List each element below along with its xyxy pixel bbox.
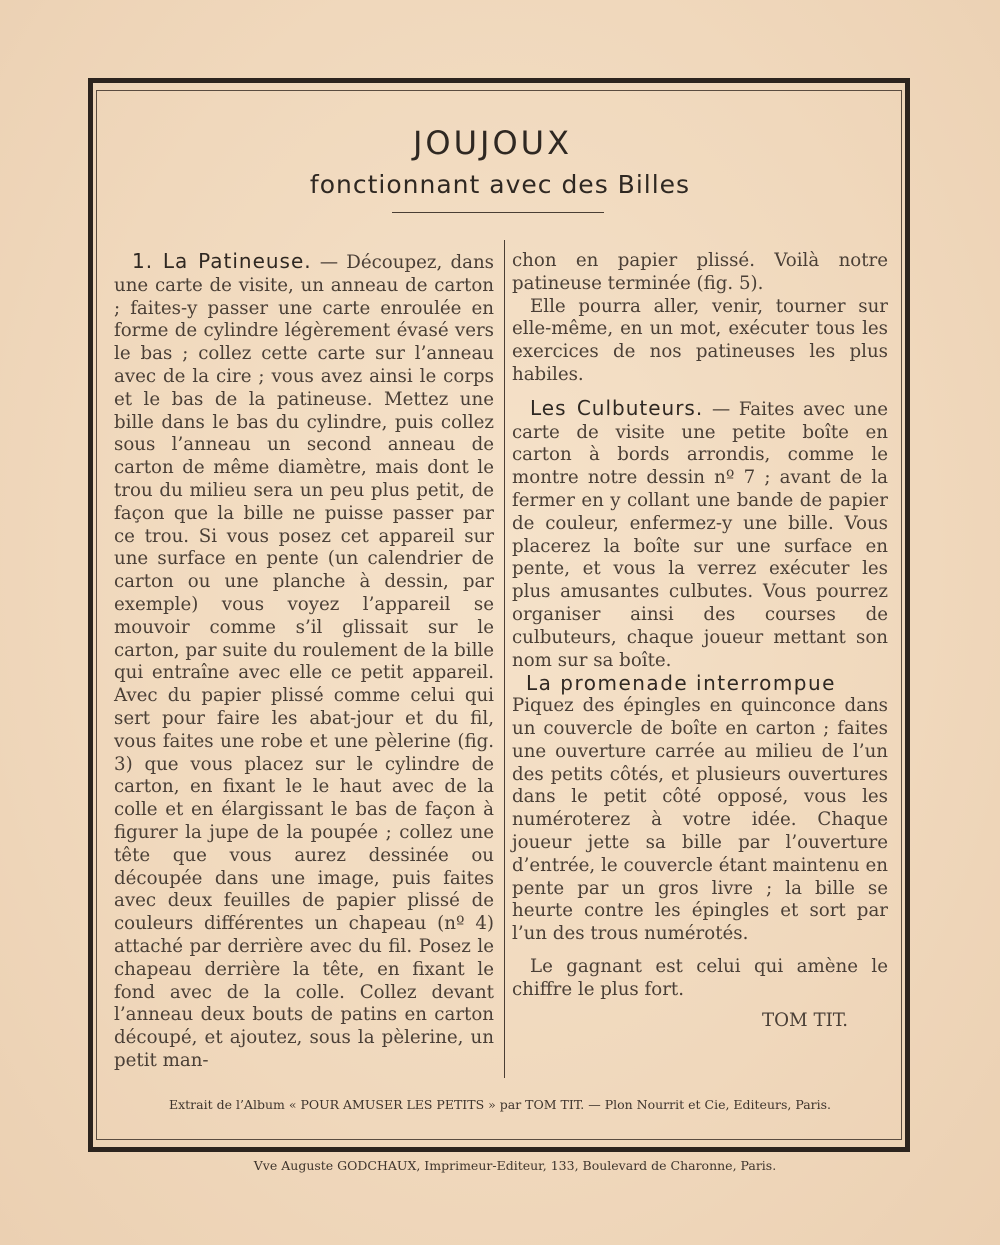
signature: TOM TIT.	[762, 1009, 848, 1031]
culbuteurs-text: — Faites avec une carte de visite une petite boîte en carton à bords arrondis, comme le montre notre dessin nº 7 ; avant de la fermer en y collant une bande de papier de couleur, enfermez-y une bille. Vous placerez la boîte sur une surface en pente, et vous la verrez exécuter les plus amusantes culbutes. Vous pourrez organiser ainsi des courses de culbuteurs, chaque joueur mettant son nom sur sa boîte.	[512, 398, 889, 671]
footer-credit: Extrait de l’Album « POUR AMUSER LES PETITS » par TOM TIT. — Plon Nourrit et Cie, Editeurs, Paris.	[168, 1097, 832, 1112]
title-rule	[392, 212, 604, 213]
column-divider	[504, 240, 505, 1078]
patineuse-paragraph	[114, 250, 494, 1073]
right-column	[512, 250, 888, 1032]
conclusion-paragraph: Le gagnant est celui qui amène le chiffre le plus fort.	[512, 955, 888, 1000]
page-subtitle: fonctionnant avec des Billes	[309, 170, 691, 199]
promenade-text: Piquez des épingles en quinconce dans un couvercle de boîte en carton ; faites une ouverture carrée au milieu de l’un des petits côtés, et plusieurs ouvertures dans le petit côté opposé, vous les numéroterez à votre idée. Chaque joueur jette sa bille par l’ouverture d’entrée, le couvercle étant maintenu en pente par un gros livre ; la bille se heurte contre les épingles et sort par l’un des trous numérotés.	[512, 695, 888, 945]
patineuse-heading: 1. La Patineuse.	[132, 249, 312, 273]
printer-line: Vve Auguste GODCHAUX, Imprimeur-Editeur, 133, Boulevard de Charonne, Paris.	[253, 1158, 777, 1173]
culbuteurs-paragraph	[512, 397, 888, 673]
page-title: JOUJOUX	[412, 124, 572, 162]
patineuse-continuation: chon en papier plissé. Voilà notre patineuse terminée (fig. 5).	[512, 250, 888, 294]
patineuse-closing-paragraph: Elle pourra aller, venir, tourner sur elle-même, en un mot, exécuter tous les exercices de nos patineuses les plus habiles.	[512, 295, 888, 385]
left-column	[114, 250, 494, 1073]
patineuse-text: — Découpez, dans une carte de visite, un anneau de carton ; faites-y passer une carte enroulée en forme de cylindre légèrement évasé vers le bas ; collez cette carte sur l’anneau avec de la cire ; vous avez ainsi le corps et le bas de la patineuse. Mettez une bille dans le bas du cylindre, puis collez sous l’anneau un second anneau de carton de même diamètre, mais dont le trou du milieu sera un peu plus petit, de façon que la bille ne puisse passer par ce trou. Si vous posez cet appareil sur une surface en pente (un calendrier de carton ou une planche à dessin, par exemple) vous voyez l’appareil se mouvoir comme s’il glissait sur le carton, par suite du roulement de la bille qui entraîne avec elle ce petit appareil. Avec du papier plissé comme celui qui sert pour faire les abat-jour et du fil, vous faites une robe et une pèlerine (fig. 3) que vous placez sur le cylindre de carton, en fixant le le haut avec de la colle et en élargissant le bas de façon à figurer la jupe de la poupée ; collez une tête que vous aurez dessinée ou découpée dans une image, puis faites avec deux feuilles de papier plissé de couleurs différentes un chapeau (nº 4) attaché par derrière avec du fil. Posez le chapeau derrière la tête, en fixant le fond avec de la colle. Collez devant l’anneau deux bouts de patins en carton découpé, et ajoutez, sous la pèlerine, un petit man-	[114, 252, 494, 1071]
culbuteurs-heading: Les Culbuteurs.	[530, 395, 704, 420]
promenade-heading: La promenade interrompue	[526, 671, 836, 696]
